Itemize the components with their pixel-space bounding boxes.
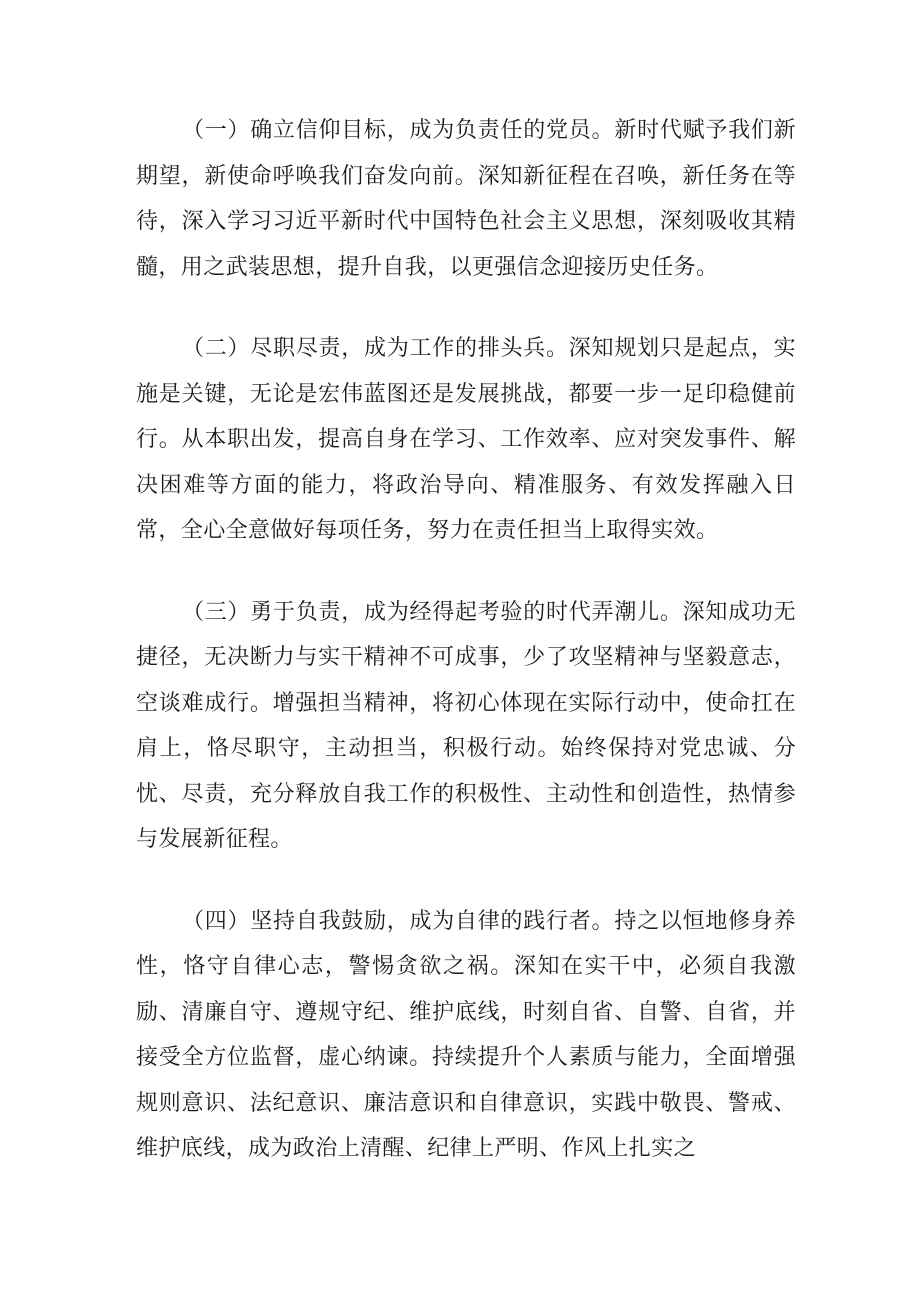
paragraph-2: （二）尽职尽责，成为工作的排头兵。深知规划只是起点，实施是关键，无论是宏伟蓝图还是发展挑战，都要一步一足印稳健前行。从本职出发，提高自身在学习、工作效率、应对突发事件、解决困难等方面的能力，将政治导向、精准服务、有效发挥融入日常，全心全意做好每项任务，努力在责任担当上取得实效。: [136, 336, 796, 543]
paragraph-1: （一）确立信仰目标，成为负责任的党员。新时代赋予我们新期望，新使命呼唤我们奋发向前。深知新征程在召唤，新任务在等待，深入学习习近平新时代中国特色社会主义思想，深刻吸收其精髓，用之武装思想，提升自我，以更强信念迎接历史任务。: [136, 118, 796, 280]
paragraph-3: （三）勇于负责，成为经得起考验的时代弄潮儿。深知成功无捷径，无决断力与实干精神不可成事，少了攻坚精神与坚毅意志，空谈难成行。增强担当精神，将初心体现在实际行动中，使命扛在肩上，恪尽职守，主动担当，积极行动。始终保持对党忠诚、分忧、尽责，充分释放自我工作的积极性、主动性和创造性，热情参与发展新征程。: [136, 599, 796, 852]
paragraph-4: （四）坚持自我鼓励，成为自律的践行者。持之以恒地修身养性，恪守自律心志，警惕贪欲之祸。深知在实干中，必须自我激励、清廉自守、遵规守纪、维护底线，时刻自省、自警、自省，并接受全方位监督，虚心纳谏。持续提升个人素质与能力，全面增强规则意识、法纪意识、廉洁意识和自律意识，实践中敬畏、警戒、维护底线，成为政治上清醒、纪律上严明、作风上扎实之: [136, 908, 796, 1161]
document-body: [136, 108, 796, 1208]
